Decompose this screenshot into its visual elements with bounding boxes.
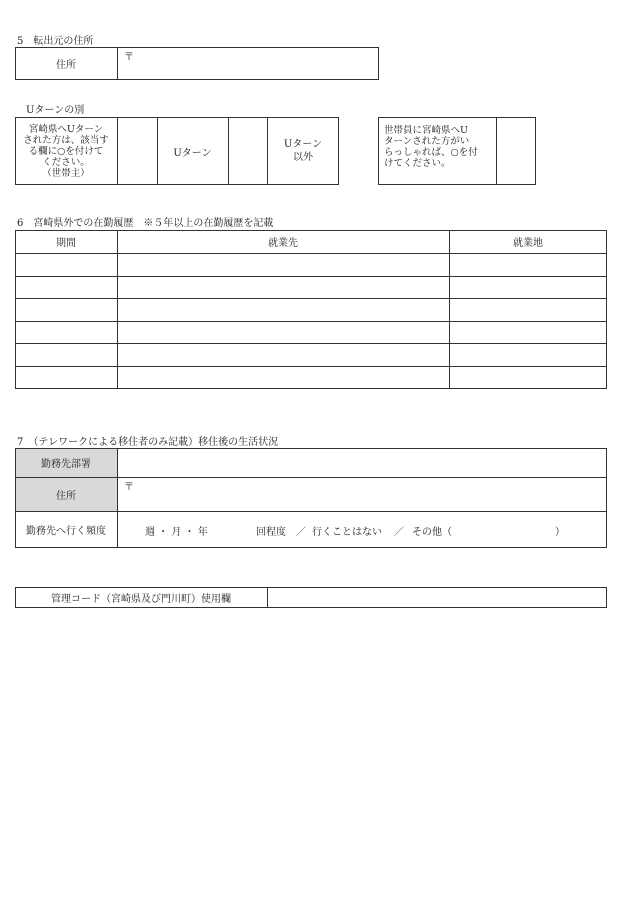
freq-label: 勤務先へ行く頻度 (26, 526, 106, 537)
divider (117, 47, 118, 80)
dept-input[interactable] (120, 451, 600, 474)
member-instruction-line: けてください。 (384, 158, 451, 169)
divider (117, 448, 118, 548)
uturn-instruction-line: ください。 (42, 156, 90, 168)
uturn-no-label (267, 117, 339, 185)
divider (15, 298, 607, 299)
telework-postal-mark: 〒 (124, 482, 134, 493)
section5-address-input[interactable] (130, 60, 370, 78)
divider (15, 253, 607, 254)
uturn-no-checkbox[interactable] (229, 118, 267, 184)
section5-address-label: 住所 (56, 60, 76, 71)
member-instruction-line: 世帯員に宮崎県へU (384, 125, 469, 136)
section5-heading: 5 転出元の住所 (17, 36, 94, 47)
management-code-label: 管理コード（宮崎県及び門川町）使用欄 (51, 594, 231, 605)
section6-heading: 6 宮崎県外での在勤履歴 ※５年以上の在勤履歴を記載 (17, 218, 274, 229)
uturn-instruction-line: （世帯主） (42, 167, 90, 179)
section5-postal-mark: 〒 (124, 52, 134, 63)
dept-label: 勤務先部署 (41, 459, 91, 470)
freq-never-option[interactable]: 行くことはない (312, 527, 382, 538)
freq-other-option[interactable]: その他（ (412, 527, 452, 538)
col-period: 期間 (56, 238, 76, 249)
divider (15, 321, 607, 322)
member-uturn-checkbox[interactable] (497, 118, 535, 184)
uturn-instruction-line: る欄に○を付けて (28, 145, 104, 157)
col-employer: 就業先 (268, 238, 298, 249)
freq-close-paren: ） (555, 527, 565, 538)
freq-other-input[interactable] (462, 518, 550, 540)
uturn-no-label-line: Uターン (283, 139, 323, 150)
freq-unit-options[interactable]: 週 ・ 月 ・ 年 (145, 527, 208, 538)
uturn-instruction-line: された方は、該当す (23, 134, 109, 146)
member-instruction-line: ターンされた方がい (384, 136, 470, 147)
uturn-yes-checkbox[interactable] (118, 118, 157, 184)
member-uturn-instruction (384, 125, 496, 169)
member-instruction-line: らっしゃれば、○を付 (384, 147, 478, 158)
freq-times-label: 回程度 (256, 527, 286, 538)
uturn-yes-label: Uターン (173, 147, 212, 159)
uturn-instruction-line: 宮崎県へUターン (28, 123, 104, 135)
management-code-input[interactable] (270, 589, 604, 606)
uturn-instruction (15, 117, 117, 185)
freq-separator: ／ (296, 527, 306, 538)
divider (15, 366, 607, 367)
divider (15, 276, 607, 277)
section7-heading: 7 （テレワークによる移住者のみ記載）移住後の生活状況 (17, 437, 279, 448)
telework-address-input[interactable] (130, 490, 600, 508)
divider (267, 587, 268, 608)
freq-separator: ／ (394, 527, 404, 538)
uturn-heading: Uターンの別 (26, 105, 85, 116)
uturn-no-label-line: 以外 (293, 152, 313, 163)
telework-address-label: 住所 (56, 490, 76, 502)
divider (15, 343, 607, 344)
col-work-location: 就業地 (513, 238, 543, 249)
